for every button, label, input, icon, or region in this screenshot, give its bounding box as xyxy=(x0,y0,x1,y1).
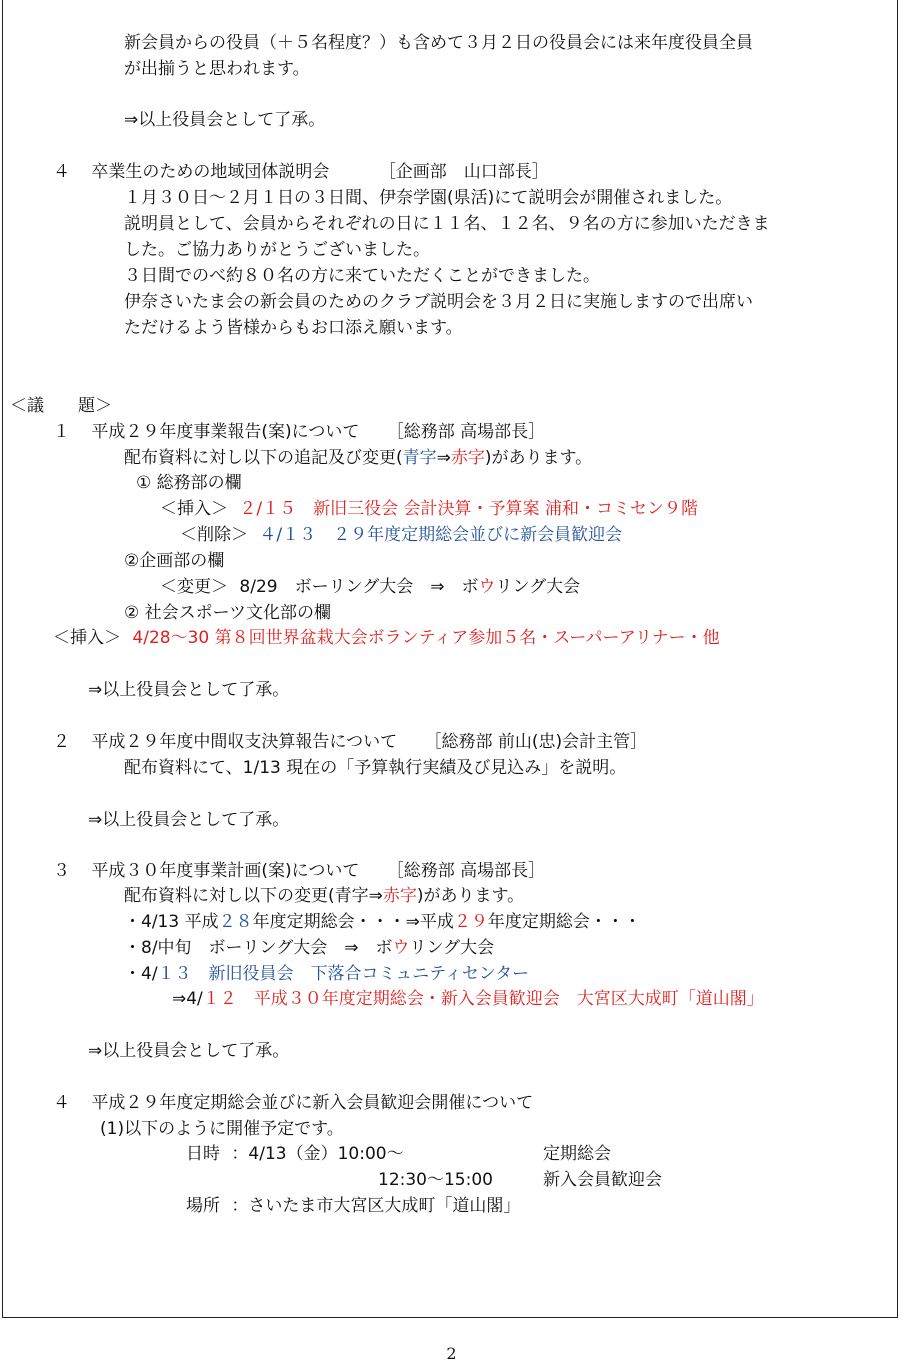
delete-text: ４/１３ ２９年度定期総会並びに新会員歓迎会 xyxy=(259,525,623,545)
agenda4-heading xyxy=(53,1093,533,1113)
agenda-heading: ＜議 題＞ xyxy=(10,396,112,416)
agenda1-desc xyxy=(124,448,592,468)
agenda1-insert-1 xyxy=(160,499,698,519)
insert-label: ＜挿入＞ xyxy=(160,499,228,519)
item4-dept: ［企画部 山口部長］ xyxy=(378,162,549,182)
agenda3-approved: ⇒以上役員会として了承。 xyxy=(88,1041,290,1061)
agenda3-bullet-2 xyxy=(124,938,494,958)
agenda1-heading xyxy=(53,422,545,442)
date-value: ：4/13（金）10:00～ xyxy=(231,1144,404,1164)
item4-line: 説明員として、会員からそれぞれの日に１１名、１２名、９名の方に参加いただきま xyxy=(124,214,770,234)
agenda1-arrow: ⇒ xyxy=(436,448,451,468)
item4-heading xyxy=(53,162,549,182)
agenda1-approved: ⇒以上役員会として了承。 xyxy=(88,680,290,700)
agenda4-place-row xyxy=(186,1196,520,1216)
bullet-text: 年度定期総会・・・⇒平成 xyxy=(252,912,454,932)
item4-line: した。ご協力ありがとうございました。 xyxy=(124,240,430,260)
bullet-text: ・8/中旬 ボーリング大会 ⇒ ボ xyxy=(124,938,393,958)
date-label: 日時 xyxy=(186,1144,220,1164)
agenda1-section-1: ① 総務部の欄 xyxy=(136,473,242,493)
place-label: 場所 xyxy=(186,1196,220,1216)
item4-line: １月３０日～２月１日の３日間、伊奈学園(県活)にて説明会が開催されました。 xyxy=(124,188,733,208)
agenda1-change xyxy=(160,577,580,597)
intro-approved: ⇒以上役員会として了承。 xyxy=(124,110,326,130)
place-value: ：さいたま市大宮区大成町「道山閣」 xyxy=(231,1196,521,1216)
agenda2-dept: ［総務部 前山(忠)会計主管］ xyxy=(424,732,648,752)
agenda4-date-row xyxy=(186,1144,404,1164)
agenda1-number: １ xyxy=(53,422,70,442)
agenda4-time-2: 12:30～15:00 xyxy=(378,1170,493,1190)
agenda4-event-1: 定期総会 xyxy=(543,1144,611,1164)
agenda3-desc-pre: 配布資料に対し以下の変更(青字⇒ xyxy=(124,886,383,906)
agenda1-title: 平成２９年度事業報告(案)について xyxy=(91,422,360,442)
agenda4-number: ４ xyxy=(53,1093,70,1113)
agenda3-bullet-3 xyxy=(124,964,529,984)
agenda3-title: 平成３０年度事業計画(案)について xyxy=(91,861,360,881)
agenda3-bullet-1 xyxy=(124,912,641,932)
change-label: ＜変更＞ xyxy=(160,577,228,597)
agenda3-number: ３ xyxy=(53,861,70,881)
agenda1-blue-word: 青字 xyxy=(402,448,437,468)
agenda1-section-3: ② 社会スポーツ文化部の欄 xyxy=(124,603,331,623)
bullet-text: ⇒4/ xyxy=(172,989,203,1009)
insert-text: 4/28～30 第８回世界盆栽大会ボランティア参加５名・スーパーアリナー・他 xyxy=(132,628,720,648)
agenda3-desc xyxy=(124,886,524,906)
bullet-red: ２９ xyxy=(453,912,488,932)
bullet-red: ウ xyxy=(392,938,410,958)
agenda1-insert-2 xyxy=(53,628,720,648)
agenda1-delete-1 xyxy=(180,525,622,545)
item4-line: ただけるよう皆様からもお口添え願います。 xyxy=(124,318,463,338)
page-number: 2 xyxy=(446,1344,457,1363)
agenda2-approved: ⇒以上役員会として了承。 xyxy=(88,810,290,830)
bullet-text: ・4/13 平成 xyxy=(124,912,219,932)
agenda1-red-word: 赤字 xyxy=(450,448,485,468)
intro-line-1: 新会員からの役員（＋５名程度？）も含めて３月２日の役員会には来年度役員全員 xyxy=(124,33,753,53)
item4-title: 卒業生のための地域団体説明会 xyxy=(91,162,330,182)
item4-line: 伊奈さいたま会の新会員のためのクラブ説明会を３月２日に実施しますので出席い xyxy=(124,292,753,312)
change-text-red: ウ xyxy=(478,577,496,597)
agenda2-title: 平成２９年度中間収支決算報告について xyxy=(91,732,398,752)
change-text-post: リング大会 xyxy=(495,577,581,597)
bullet-blue: １３ 新旧役員会 下落合コミュニティセンター xyxy=(157,964,530,984)
agenda3-desc-post: )があります。 xyxy=(416,886,525,906)
agenda2-heading xyxy=(53,732,647,752)
agenda4-title: 平成２９年度定期総会並びに新入会員歓迎会開催について xyxy=(91,1093,534,1113)
item4-number: ４ xyxy=(53,162,70,182)
insert-label: ＜挿入＞ xyxy=(53,628,121,648)
agenda1-desc-post: )があります。 xyxy=(484,448,593,468)
agenda4-event-2: 新入会員歓迎会 xyxy=(543,1170,662,1190)
agenda2-desc: 配布資料にて、1/13 現在の「予算執行実績及び見込み」を説明。 xyxy=(124,758,627,778)
bullet-red: １２ 平成３０年度定期総会・新入会員歓迎会 大宮区大成町「道山閣」 xyxy=(202,989,764,1009)
bullet-text: リング大会 xyxy=(409,938,495,958)
agenda2-number: ２ xyxy=(53,732,70,752)
bullet-blue: ２８ xyxy=(218,912,253,932)
intro-line-2: が出揃うと思われます。 xyxy=(124,59,310,79)
agenda3-heading xyxy=(53,861,545,881)
bullet-text: 年度定期総会・・・ xyxy=(487,912,641,932)
agenda3-red-word: 赤字 xyxy=(382,886,417,906)
insert-text: ２/１５ 新旧三役会 会計決算・予算案 浦和・コミセン９階 xyxy=(239,499,698,519)
agenda1-desc-pre: 配布資料に対し以下の追記及び変更( xyxy=(124,448,403,468)
agenda3-dept: ［総務部 高場部長］ xyxy=(386,861,546,881)
agenda1-dept: ［総務部 高場部長］ xyxy=(386,422,546,442)
change-text-pre: 8/29 ボーリング大会 ⇒ ボ xyxy=(239,577,479,597)
agenda1-section-2: ②企画部の欄 xyxy=(124,551,225,571)
agenda4-sub: (1)以下のように開催予定です。 xyxy=(100,1119,344,1139)
item4-line: ３日間でのべ約８０名の方に来ていただくことができました。 xyxy=(124,266,600,286)
agenda3-bullet-4 xyxy=(172,989,764,1009)
delete-label: ＜削除＞ xyxy=(180,525,248,545)
bullet-text: ・4/ xyxy=(124,964,158,984)
